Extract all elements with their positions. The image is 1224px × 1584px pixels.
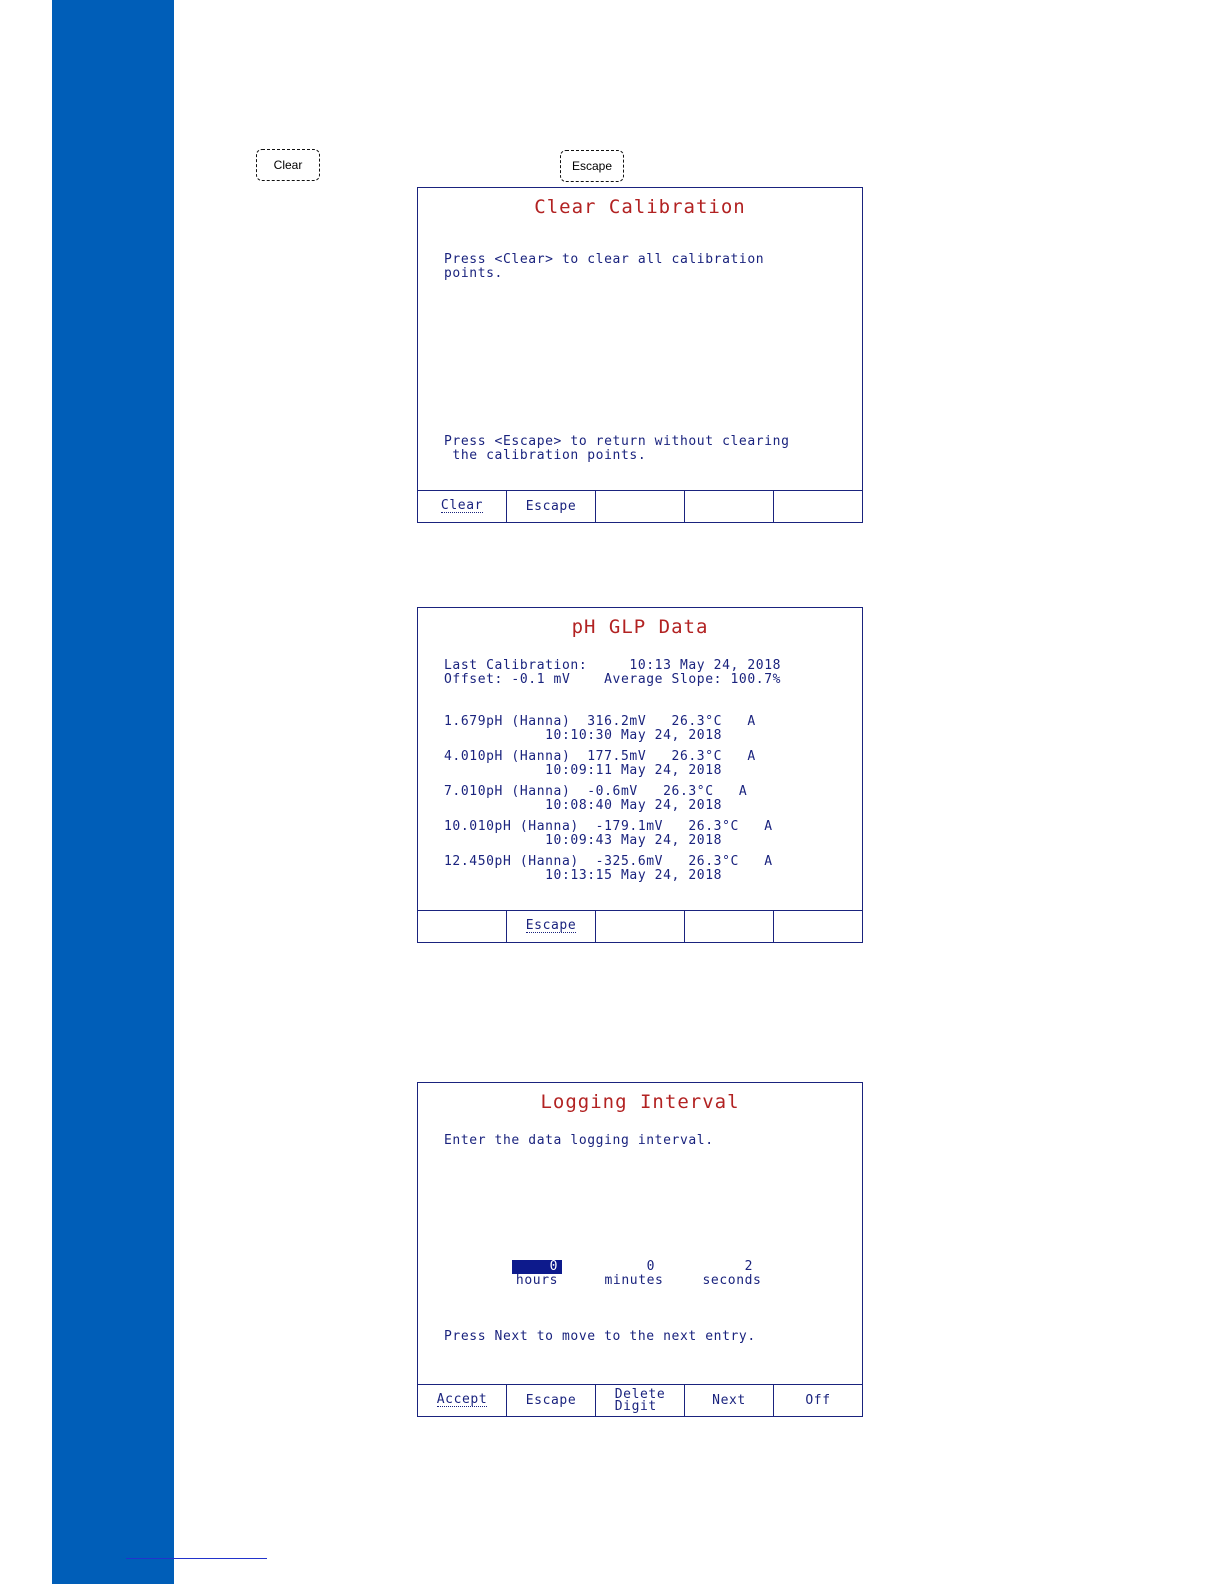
calibration-point-row: 10.010pH (Hanna) -179.1mV 26.3°C A 10:09:43 May 24, 2018 [444,819,773,848]
logging-interval-screen [417,1082,863,1417]
seconds-value[interactable]: 2 [744,1259,753,1274]
interval-prompt: Enter the data logging interval. [444,1133,714,1148]
screen-title: Clear Calibration [534,196,746,218]
escape-instruction: Press <Escape> to return without clearing the calibration points. [444,434,790,463]
footnote-rule [126,1558,267,1559]
softkey-off[interactable] [774,1385,862,1416]
softkey-label: Accept [436,1392,488,1407]
softkey-bar [418,910,862,942]
softkey-bar [418,490,862,522]
softkey-delete-digit[interactable] [596,1385,685,1416]
calibration-point-row: 7.010pH (Hanna) -0.6mV 26.3°C A 10:08:40 May 24, 2018 [444,784,748,813]
hours-field[interactable] [506,1260,568,1288]
escape-key-label: Escape [571,159,613,173]
softkey-escape[interactable] [507,911,596,942]
minutes-field[interactable] [598,1260,670,1288]
softkey-3[interactable] [596,911,685,942]
softkey-4[interactable] [685,491,774,522]
softkey-label: Off [805,1392,831,1408]
calibration-point-row: 12.450pH (Hanna) -325.6mV 26.3°C A 10:13:15 May 24, 2018 [444,854,773,883]
softkey-label: Escape [525,918,577,933]
seconds-label: seconds [702,1273,762,1288]
softkey-escape[interactable] [507,491,596,522]
minutes-value[interactable]: 0 [646,1259,655,1274]
softkey-4[interactable] [685,911,774,942]
softkey-next[interactable] [685,1385,774,1416]
softkey-5[interactable] [774,911,862,942]
clear-instruction: Press <Clear> to clear all calibration points. [444,252,765,281]
softkey-1[interactable] [418,911,507,942]
softkey-escape[interactable] [507,1385,596,1416]
screen-title: pH GLP Data [571,616,709,638]
next-hint: Press Next to move to the next entry. [444,1329,756,1344]
softkey-label: Next [712,1392,746,1408]
seconds-field[interactable] [696,1260,768,1288]
calibration-point-row: 4.010pH (Hanna) 177.5mV 26.3°C A 10:09:11 May 24, 2018 [444,749,756,778]
screen-title: Logging Interval [540,1091,740,1113]
ph-glp-data-screen [417,607,863,943]
clear-key-label: Clear [273,158,303,172]
softkey-bar [418,1384,862,1416]
softkey-clear[interactable] [418,491,507,522]
escape-key-icon [560,150,624,182]
clear-key-icon [256,149,320,181]
softkey-3[interactable] [596,491,685,522]
softkey-label: Escape [525,1392,577,1408]
glp-header: Last Calibration: 10:13 May 24, 2018 Offset: -0.1 mV Average Slope: 100.7% [444,658,782,687]
calibration-point-row: 1.679pH (Hanna) 316.2mV 26.3°C A 10:10:30 May 24, 2018 [444,714,756,743]
softkey-label: Clear [440,498,484,513]
hours-value[interactable]: 0 [512,1260,562,1274]
softkey-5[interactable] [774,491,862,522]
clear-calibration-screen [417,187,863,523]
softkey-label: Delete Digit [614,1386,666,1414]
softkey-label: Escape [525,498,577,514]
minutes-label: minutes [604,1273,664,1288]
softkey-accept[interactable] [418,1385,507,1416]
page-sidebar-band [52,0,174,1584]
hours-label: hours [515,1273,559,1288]
